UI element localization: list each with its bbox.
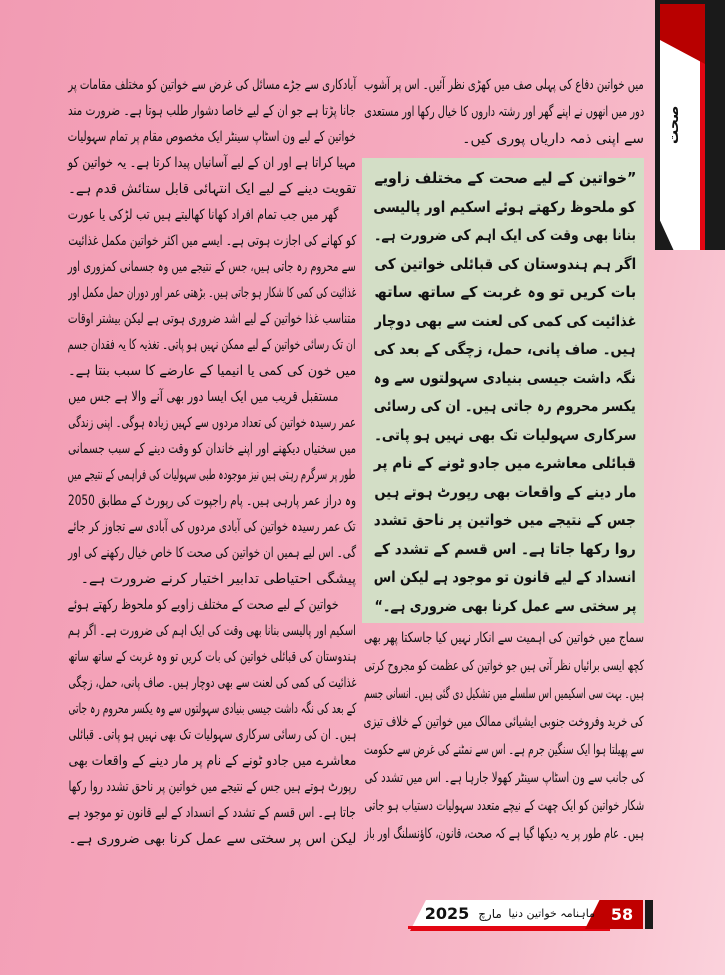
text-line xyxy=(364,652,644,680)
text-line-content: سے پھیلتا ہوا ایک سنگین جرم ہے۔ اس سے نمٹنے کی غرض سے حکومت xyxy=(363,742,644,758)
text-line-content: خواتین کے لیے ون اسٹاپ سینٹر ایک مخصوص مقام پر تمام سہولیات xyxy=(67,129,356,145)
text-line-content: سے اپنی ذمہ داریاں پوری کیں۔ xyxy=(462,131,644,147)
page-number: 58 xyxy=(610,905,634,924)
text-line-content: گی۔ اس لیے ہمیں ان خواتین کی صحت کا خاص خیال رکھنے کی اور xyxy=(67,545,356,561)
text-line-content: میں سختیاں دیکھنے اور اپنے خاندان کو وقت دینے کے سبب جسمانی xyxy=(67,441,356,457)
text-line xyxy=(68,566,356,592)
text-line-content: میں خواتین دفاع کی پہلی صف میں کھڑی نظر آئیں۔ اس پر آشوب xyxy=(364,77,644,93)
text-line xyxy=(374,478,636,507)
right-column-bottom xyxy=(364,624,644,848)
text-line-content: کے بعد کی نگہ داشت جیسی بنیادی سہولتوں سے وہ یکسر محروم رہ جاتی xyxy=(67,701,356,717)
text-line xyxy=(68,384,356,410)
text-line xyxy=(68,150,356,176)
text-line xyxy=(374,307,636,336)
text-line-content: ہیں۔ بہت سی اسکیمیں اس سلسلے میں تشکیل دی گئی ہیں۔ انسانی جسم xyxy=(364,686,644,702)
text-line-content: تقویت دینے کے لیے ایک انتہائی قابل ستائش قدم ہے۔ xyxy=(67,181,356,197)
text-line xyxy=(364,99,644,126)
text-line xyxy=(68,176,356,202)
text-line xyxy=(68,280,356,306)
text-line-content: کو ملحوظ رکھتے ہوئے اسکیم اور پالیسی xyxy=(373,197,636,216)
text-line xyxy=(364,820,644,848)
text-line xyxy=(374,164,636,193)
text-line-content: مار دینے کے واقعات بھی رپورٹ ہوتے ہیں xyxy=(373,482,636,501)
text-line xyxy=(68,514,356,540)
text-line xyxy=(68,540,356,566)
text-line-content: جاتا ہے۔ اس قسم کے تشدد کے انسداد کے لیے قانون تو موجود ہے xyxy=(68,805,356,821)
text-line-content: ”خواتین کے لیے صحت کے مختلف زاویے xyxy=(374,169,636,187)
text-line-content: جس کے نتیجے میں خواتین پر ناحق تشدد xyxy=(373,511,636,529)
text-line xyxy=(374,592,636,621)
text-line-content: یکسر محروم رہ جاتی ہیں۔ ان کی رسائی xyxy=(374,397,636,415)
text-line-content: تک عمر رسیدہ خواتین کی آبادی مردوں کی آبادی سے تجاوز کر جائے xyxy=(67,519,356,535)
right-column-top xyxy=(364,72,644,153)
text-line-content: متناسب غذا خواتین کے لیے اشد ضروری ہوتی ہے لیکن بیشتر اوقات xyxy=(67,311,356,327)
text-line-content: اسکیم اور پالیسی بنانا بھی وقت کی ایک اہم کی ضرورت ہے۔ اگر ہم xyxy=(68,623,356,639)
text-line-content: غذائیت کی کمی کی لعنت سے بھی دوچار ہیں۔ صاف پانی، حمل، زچگی xyxy=(67,675,356,691)
text-line xyxy=(68,306,356,332)
text-line xyxy=(68,202,356,228)
text-line xyxy=(374,563,636,592)
text-line-content: رپورٹ ہوتے ہیں جس کے نتیجے میں خواتین پر ناحق تشدد روا رکھا xyxy=(68,779,356,795)
text-line-content: کی جانب سے ون اسٹاپ سینٹر کھولا جارہا ہے۔ اس میں تشدد کی xyxy=(364,770,644,786)
text-line-content: کو کھانے کی اجازت ہوتی ہے۔ ایسے میں اکثر خواتین مکمل غذائیت xyxy=(67,233,356,249)
text-line-content: سماج میں خواتین کی اہمیت سے انکار نہیں کیا جاسکتا پھر بھی xyxy=(363,630,644,646)
pull-quote xyxy=(374,164,636,620)
text-line-content: غذائیت کی کمی کی لعنت سے بھی دوچار xyxy=(374,311,636,330)
text-line-content: نگہ داشت جیسی بنیادی سہولتوں سے وہ xyxy=(373,368,636,387)
text-line-content: قبائلی معاشرے میں جادو ٹونے کے نام پر xyxy=(374,454,636,472)
text-line-content: شکار خواتین کو ایک چھت کے نیچے متعدد سہولیات دستیاب ہو جاتی xyxy=(364,798,644,814)
text-line-content: میں خون کی کمی یا انیمیا کے عارضے کا سبب بنتا ہے۔ xyxy=(67,363,356,379)
text-line xyxy=(68,462,356,488)
text-line-content: ہیں۔ ان کی رسائی سرکاری سہولیات تک بھی نہیں ہو پاتی۔ قبائلی xyxy=(68,727,356,743)
text-line xyxy=(364,126,644,153)
text-line-content: ہیں۔ صاف پانی، حمل، زچگی کے بعد کی xyxy=(374,340,636,358)
text-line-content: مہیا کراتا ہے اور ان کے لیے آسانیاں پیدا کرتا ہے۔ یہ خواتین کو xyxy=(68,155,356,171)
section-tab-label: صحت xyxy=(666,105,682,145)
text-line-content: طور پر سرگرم رہتی ہیں نیز موجودہ طبی سہولیات کی فراہمی کے نتیجے میں xyxy=(68,467,356,483)
text-line-content: ان تک رسائی خواتین کے لیے ممکن نہیں ہو پاتی۔ تغذیہ کا یہ فقدان جسم xyxy=(68,337,356,353)
text-line-content: وہ دراز عمر پارہی ہیں۔ پام راجپوت کی رپورٹ کے مطابق 2050 xyxy=(67,493,356,509)
text-line xyxy=(364,680,644,708)
text-line-content: عمر رسیدہ خواتین کی تعداد مردوں سے کہیں زیادہ ہوگی۔ اپنی زندگی xyxy=(68,415,356,431)
text-line-content: روا رکھا جاتا ہے۔ اس قسم کے تشدد کے xyxy=(374,539,636,558)
issue-month: مارچ xyxy=(478,907,502,921)
text-line xyxy=(374,421,636,450)
text-line xyxy=(374,250,636,279)
text-line-content: کچھ ایسی برائیاں نظر آتی ہیں جو خواتین کی عظمت کو مجروح کرتی xyxy=(364,658,644,674)
text-line-content: سے محروم رہ جاتی ہیں، جس کے نتیجے میں وہ جسمانی کمزوری اور xyxy=(67,259,356,275)
text-line xyxy=(68,592,356,618)
text-line xyxy=(364,708,644,736)
text-line xyxy=(374,449,636,478)
text-line xyxy=(68,228,356,254)
magazine-title: ماہنامہ خواتین دنیا xyxy=(508,907,595,920)
text-line-content: جانا پڑتا ہے جو ان کے لیے خاصا دشوار طلب ہوتا ہے۔ ضرورت مند xyxy=(68,103,356,119)
text-line xyxy=(374,278,636,307)
text-line-content: سرکاری سہولیات تک بھی نہیں ہو پاتی۔ xyxy=(373,425,636,444)
text-line xyxy=(364,72,644,99)
text-line-content: مستقبل قریب میں ایک ایسا دور بھی آنے والا ہے جس میں xyxy=(68,389,339,405)
text-line xyxy=(68,488,356,514)
text-line xyxy=(68,332,356,358)
text-line-content: بات کریں تو وہ غربت کے ساتھ ساتھ xyxy=(374,283,636,301)
text-line xyxy=(374,392,636,421)
text-line-content: خواتین کے لیے صحت کے مختلف زاویے کو ملحوظ رکھتے ہوئے xyxy=(68,597,339,613)
text-line xyxy=(364,792,644,820)
text-line-content: گھر میں جب تمام افراد کھانا کھالیتے ہیں تب لڑکی یا عورت xyxy=(68,207,339,223)
text-line xyxy=(374,193,636,222)
text-line-content: اگر ہم ہندوستان کی قبائلی خواتین کی xyxy=(374,254,636,273)
text-line xyxy=(68,254,356,280)
text-line-content: دور میں انھوں نے اپنے گھر اور رشتہ داروں کا خیال رکھا اور مستعدی xyxy=(363,104,644,120)
text-line xyxy=(68,124,356,150)
text-line-content: معاشرے میں جادو ٹونے کے نام پر مار دینے کے واقعات بھی xyxy=(68,753,356,769)
text-line xyxy=(364,736,644,764)
text-line xyxy=(374,364,636,393)
text-line xyxy=(374,335,636,364)
text-line-content: انسداد کے لیے قانون تو موجود ہے لیکن اس xyxy=(373,568,636,586)
issue-year: 2025 xyxy=(424,904,470,923)
text-line xyxy=(68,410,356,436)
text-line-content: ہیں۔ عام طور پر یہ دیکھا گیا ہے کہ صحت، قانون، کاؤنسلنگ اور باز xyxy=(364,826,644,842)
text-line-content: پیشگی احتیاطی تدابیر اختیار کرنے ضرورت ہے۔ xyxy=(80,571,356,587)
footer-edge xyxy=(645,900,653,929)
text-line-content: کی خرید وفروخت جنوبی ایشیائی ممالک میں خواتین کے خلاف تیزی xyxy=(364,714,644,730)
text-line-content: ہندوستان کی قبائلی خواتین کی بات کریں تو وہ غربت کے ساتھ ساتھ xyxy=(67,649,356,665)
text-line xyxy=(364,624,644,652)
text-line xyxy=(68,358,356,384)
text-line xyxy=(374,221,636,250)
text-line xyxy=(68,436,356,462)
text-line-content: غذائیت کی کمی کا شکار ہو جاتی ہیں۔ بڑھتی عمر اور دوران حمل مکمل اور xyxy=(68,285,356,301)
text-line xyxy=(374,506,636,535)
text-line-content: آبادکاری سے جڑے مسائل کی غرض سے خواتین کو مختلف مقامات پر xyxy=(68,77,356,93)
text-line xyxy=(364,764,644,792)
text-line-content: لیکن اس پر سختی سے عمل کرنا بھی ضروری ہے۔ xyxy=(68,831,356,847)
text-line-content: بنانا بھی وقت کی ایک اہم کی ضرورت ہے۔ xyxy=(374,226,636,244)
text-line-content: پر سختی سے عمل کرنا بھی ضروری ہے۔“ xyxy=(374,596,636,615)
text-line xyxy=(374,535,636,564)
